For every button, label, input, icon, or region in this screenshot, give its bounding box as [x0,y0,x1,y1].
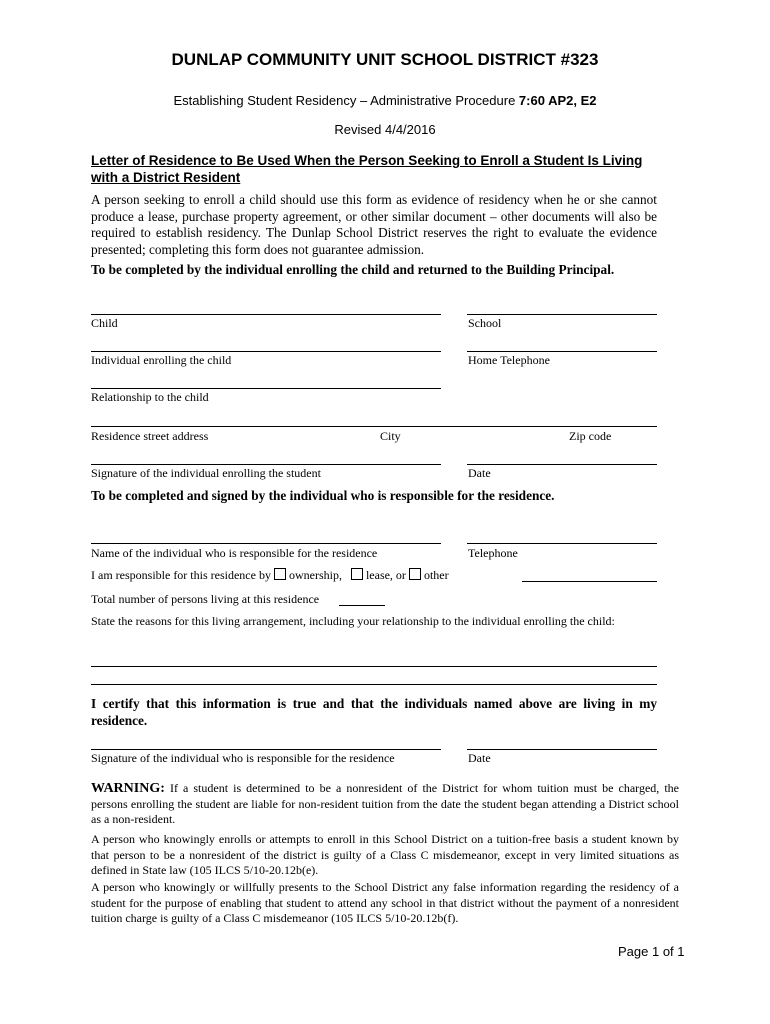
responsible-telephone-field[interactable] [467,543,657,544]
street-address-label: Residence street address [91,429,209,443]
persons-count-label: Total number of persons living at this residence [91,592,320,606]
responsible-signature-label: Signature of the individual who is responsible for the residence [91,751,395,765]
home-telephone-field[interactable] [467,351,657,352]
form-heading: Letter of Residence to Be Used When the Person Seeking to Enroll a Student Is Living with a District Resident [91,153,643,185]
reasons-label: State the reasons for this living arrangement, including your relationship to the individual enrolling the child: [91,614,615,628]
warning-label: WARNING: [91,781,165,796]
subtitle-text: Establishing Student Residency – Administrative Procedure [173,93,519,108]
responsible-name-field[interactable] [91,543,441,544]
enrolling-date-field[interactable] [467,464,657,465]
persons-count-field[interactable] [339,605,385,606]
enrolling-individual-field[interactable] [91,351,441,352]
procedure-subtitle [0,93,770,108]
enrolling-signature-label: Signature of the individual enrolling the student [91,466,321,480]
responsible-signature-field[interactable] [91,749,441,750]
revision-date: Revised 4/4/2016 [334,122,436,137]
enrolling-date-label: Date [468,466,491,480]
responsibility-prefix: I am responsible for this residence by [91,568,271,582]
warning-text-1: If a student is determined to be a nonresident of the District for whom tuition must be charged, the persons enrolling the student are liable for non-resident tuition from the date the student began attending a District school as a non-resident. [91,781,680,826]
responsible-telephone-label: Telephone [468,546,518,560]
reasons-field-line2[interactable] [91,684,657,685]
responsible-name-label: Name of the individual who is responsible for the residence [91,546,378,560]
responsible-date-label: Date [468,751,491,765]
ownership-checkbox[interactable] [274,568,286,580]
responsible-date-field[interactable] [467,749,657,750]
lease-checkbox[interactable] [351,568,363,580]
city-label: City [380,429,401,443]
page-number: Page 1 of 1 [618,944,685,959]
child-label: Child [91,316,118,330]
intro-paragraph: A person seeking to enroll a child should use this form as evidence of residency when he or she cannot produce a lease, purchase property agreement, or other similar document – other documents will also be required to establish residency. The Dunlap School District reserves the right to evaluate the evidence presented; completing this form does not guarantee admission. [91,192,657,257]
relationship-field[interactable] [91,388,441,389]
relationship-label: Relationship to the child [91,390,209,404]
other-specify-field[interactable] [522,581,657,582]
warning-text-3: A person who knowingly or willfully presents to the School District any false information regarding the residency of a student for the purpose of enabling that student to attend any school in that district without the payment of a nonresident tuition charge is guilty of a Class C misdemeanor (105 ILCS 5/10-20.12b(f). [91,880,679,925]
enrolling-signature-field[interactable] [91,464,441,465]
lease-label: lease, or [365,568,406,582]
child-field[interactable] [91,314,441,315]
procedure-code: 7:60 AP2, E2 [518,93,597,108]
section1-instruction: To be completed by the individual enrolling the child and returned to the Building Principal. [91,262,615,277]
school-field[interactable] [467,314,657,315]
responsibility-options [91,568,449,583]
address-field[interactable] [91,426,657,427]
warning-paragraph [91,781,679,828]
other-checkbox[interactable] [409,568,421,580]
certification-statement: I certify that this information is true and that the individuals named above are living in my residence. [91,696,657,728]
section2-instruction: To be completed and signed by the individual who is responsible for the residence. [91,488,555,503]
zip-label: Zip code [569,429,612,443]
home-telephone-label: Home Telephone [468,353,550,367]
ownership-label: ownership, [288,568,342,582]
district-title: DUNLAP COMMUNITY UNIT SCHOOL DISTRICT #323 [171,50,599,69]
warning-text-2: A person who knowingly enrolls or attempts to enroll in this School District on a tuition-free basis a student known by that person to be a nonresident of the district is guilty of a Class C misdemeanor, except in very limited situations as defined in State law (105 ILCS 5/10-20.12b(e). [91,832,679,877]
school-label: School [468,316,502,330]
other-label: other [423,568,449,582]
enrolling-individual-label: Individual enrolling the child [91,353,232,367]
reasons-field-line1[interactable] [91,666,657,667]
